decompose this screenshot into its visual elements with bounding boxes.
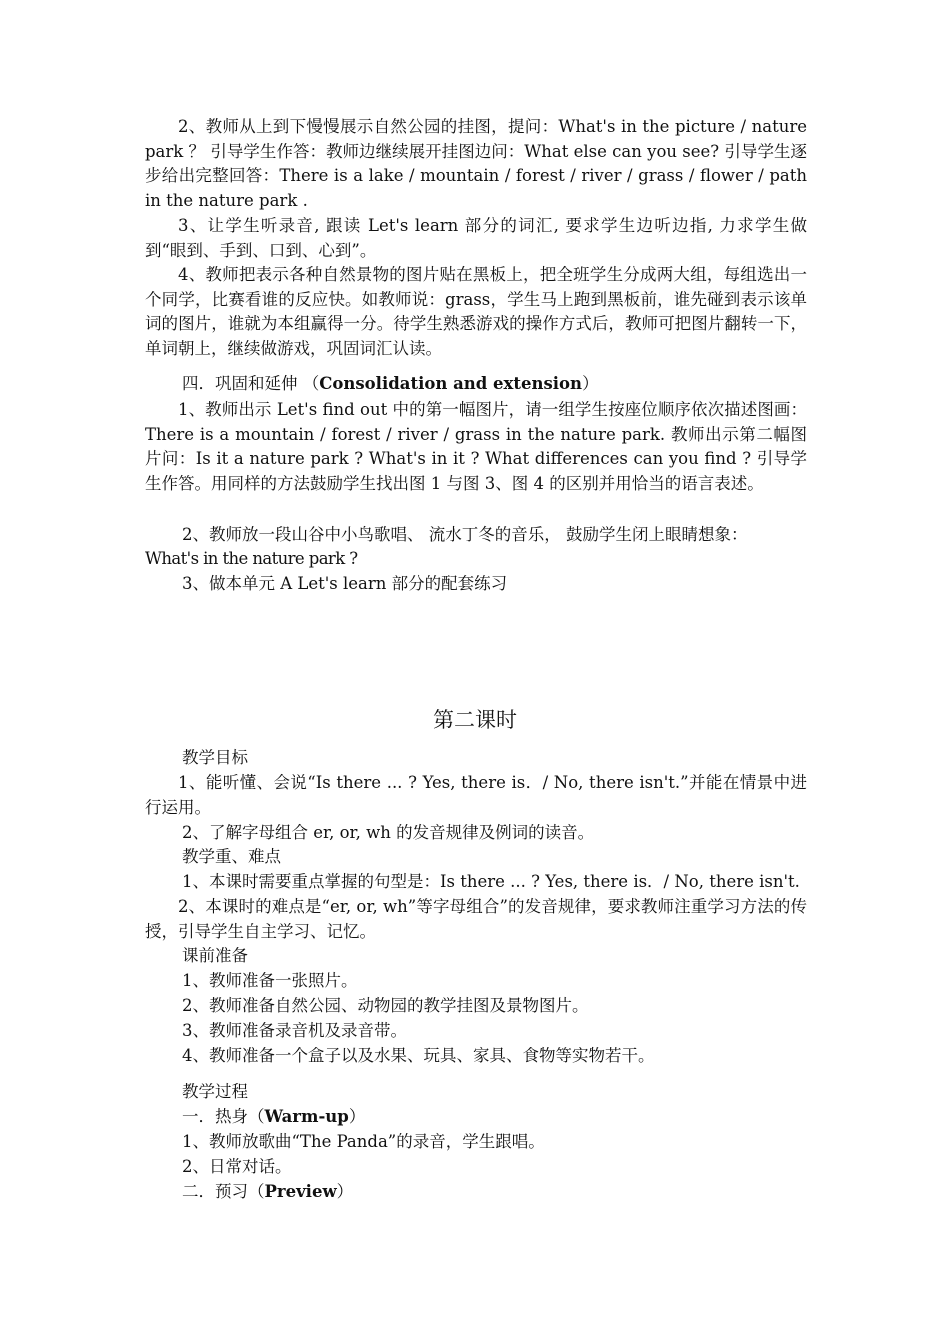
key-2: 2、本课时的难点是“er, or, wh”等字母组合”的发音规律，要求教师注重学习方法的传授，引导学生自主学习、记忆。 — [145, 897, 807, 941]
consolidation-heading-en: Consolidation and extension — [319, 374, 583, 393]
warmup-heading — [182, 1105, 807, 1130]
paragraph-music-line2: What's in the nature park ? — [145, 549, 358, 568]
consolidation-heading-suffix: ） — [582, 374, 599, 393]
paragraph-lets-find-out: 1、教师出示 Let's find out 中的第一幅图片，请一组学生按座位顺序依次描述图画：There is a mountain / forest / river / grass in the nature park. 教师出示第二幅图片问：Is it a nature park ? What's in it ? What differences can you find ? 引导学生作答。用同样的方法鼓励学生找出图 1 与图 3、图 4 的区别并用恰当的语言表述。 — [145, 400, 807, 493]
warmup-heading-en: Warm-up — [264, 1107, 349, 1126]
paragraph-picture-game: 4、教师把表示各种自然景物的图片贴在黑板上，把全班学生分成两大组，每组选出一个同学，比赛看谁的反应快。如教师说：grass，学生马上跑到黑板前，谁先碰到表示该单词的图片，谁就为本组赢得一分。待学生熟悉游戏的操作方式后，教师可把图片翻转一下，单词朝上，继续做游戏，巩固词汇认读。 — [145, 265, 807, 358]
goal-heading: 教学目标 — [182, 748, 248, 767]
preview-heading-suffix: ） — [336, 1182, 354, 1201]
consolidation-heading-prefix: 四．巩固和延伸 （ — [182, 374, 320, 393]
goal-1: 1、能听懂、会说“Is there ... ? Yes, there is．/ No, there isn't.”并能在情景中进行运用。 — [145, 773, 807, 817]
paragraph-show-picture: 2、教师从上到下慢慢展示自然公园的挂图，提问：What's in the picture / nature park ？ 引导学生作答：教师边继续展开挂图边问：What else can you see? 引导学生逐步给出完整回答：There is a lake / mountain / forest / river / grass / flower / path in the nature park . — [145, 117, 807, 210]
preview-heading — [182, 1180, 807, 1205]
consolidation-heading — [182, 372, 807, 397]
goal-2: 2、了解字母组合 er, or, wh 的发音规律及例词的读音。 — [182, 823, 595, 842]
key-heading: 教学重、难点 — [182, 847, 281, 866]
key-1: 1、本课时需要重点掌握的句型是：Is there ... ? Yes, there is．/ No, there isn't. — [182, 872, 800, 891]
warmup-heading-prefix: 一．热身（ — [182, 1107, 265, 1126]
prep-heading: 课前准备 — [182, 946, 248, 965]
paragraph-exercise: 3、做本单元 A Let's learn 部分的配套练习 — [182, 574, 508, 593]
prep-2: 2、教师准备自然公园、动物园的教学挂图及景物图片。 — [182, 996, 589, 1015]
prep-3: 3、教师准备录音机及录音带。 — [182, 1021, 407, 1040]
prep-4: 4、教师准备一个盒子以及水果、玩具、家具、食物等实物若干。 — [182, 1046, 655, 1065]
process-heading: 教学过程 — [182, 1082, 248, 1101]
warmup-heading-suffix: ） — [348, 1107, 366, 1126]
warmup-2: 2、日常对话。 — [182, 1157, 292, 1176]
paragraph-music-line1: 2、教师放一段山谷中小鸟歌唱、 流水丁冬的音乐， 鼓励学生闭上眼睛想象： — [182, 525, 748, 544]
lesson2-title: 第二课时 — [433, 708, 517, 732]
preview-heading-prefix: 二．预习（ — [182, 1182, 265, 1201]
prep-1: 1、教师准备一张照片。 — [182, 971, 358, 990]
paragraph-listen-recording: 3、让学生听录音, 跟读 Let's learn 部分的词汇, 要求学生边听边指, 力求学生做 到“眼到、手到、口到、心到”。 — [145, 216, 807, 260]
warmup-1: 1、教师放歌曲“The Panda”的录音，学生跟唱。 — [182, 1132, 545, 1151]
preview-heading-en: Preview — [264, 1182, 337, 1201]
